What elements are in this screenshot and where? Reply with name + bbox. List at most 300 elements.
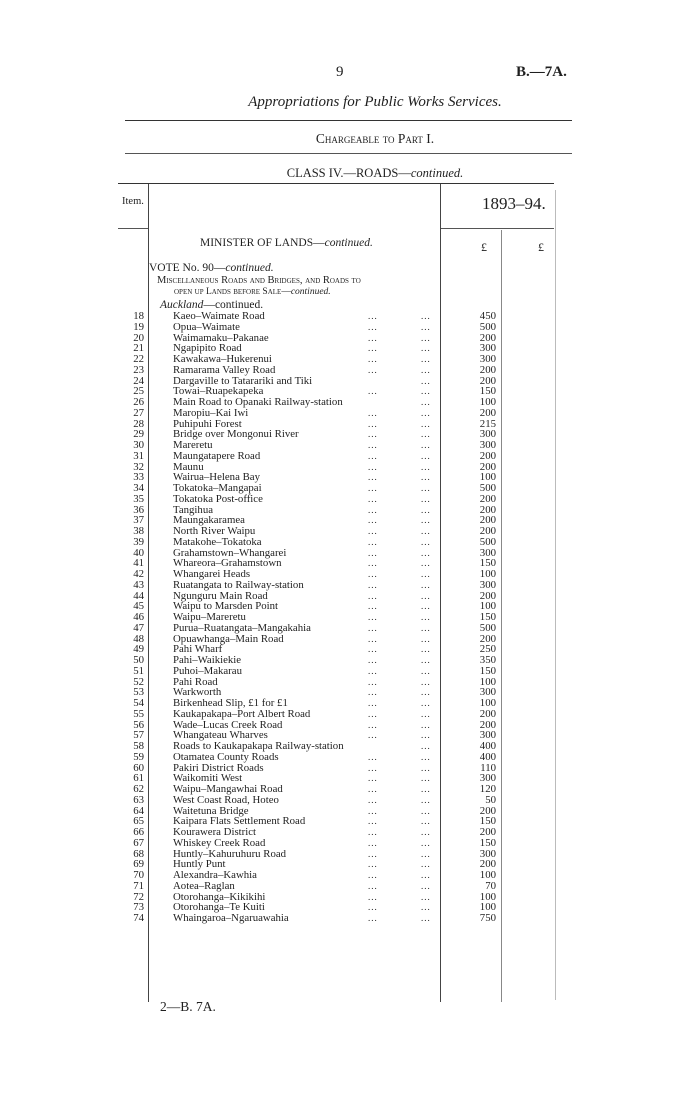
item-name: Waikomiti West <box>173 772 243 785</box>
item-amount: 150 <box>479 664 496 677</box>
item-name: Kaipara Flats Settlement Road <box>173 815 306 828</box>
item-amount: 200 <box>479 707 496 720</box>
item-number: 32 <box>133 460 144 473</box>
item-name: Waitetuna Bridge <box>173 804 249 817</box>
leader-dots: ... <box>368 762 378 773</box>
table-row <box>0 806 700 817</box>
item-name: Ramarama Valley Road <box>173 363 276 376</box>
table-row <box>0 730 700 741</box>
item-amount: 500 <box>479 621 496 634</box>
table-row <box>0 763 700 774</box>
leader-dots: ... <box>421 612 431 622</box>
item-name: Towai–Ruapekapeka <box>173 385 264 398</box>
leader-dots: ... <box>421 429 431 440</box>
document-reference: B.—7A. <box>516 64 567 80</box>
table-row <box>0 472 700 483</box>
item-name: West Coast Road, Hoteo <box>173 793 279 806</box>
item-name: Maunu <box>173 460 204 473</box>
item-name: Huntly–Kahuruhuru Road <box>173 847 287 860</box>
leader-dots: ... <box>368 418 378 429</box>
leader-dots: ... <box>421 504 431 515</box>
leader-dots: ... <box>421 418 431 429</box>
minister-heading: MINISTER OF LANDS—continued. <box>200 237 373 249</box>
item-amount: 300 <box>479 578 496 591</box>
item-number: 26 <box>133 396 144 408</box>
item-number: 39 <box>133 535 144 548</box>
item-number: 28 <box>133 417 144 430</box>
page-number: 9 <box>336 64 344 80</box>
item-number: 41 <box>133 557 144 570</box>
leader-dots: ... <box>368 579 378 590</box>
item-number: 35 <box>133 492 144 505</box>
leader-dots: ... <box>421 902 431 913</box>
item-number: 67 <box>133 836 144 849</box>
leader-dots: ... <box>421 332 431 343</box>
item-number: 19 <box>133 320 144 333</box>
item-name: Tangihua <box>173 503 214 516</box>
leader-dots: ... <box>421 321 431 332</box>
item-number: 61 <box>133 772 144 785</box>
leader-dots: ... <box>421 547 431 558</box>
leader-dots: ... <box>368 601 378 612</box>
item-amount: 100 <box>479 600 496 613</box>
item-column-header: Item. <box>122 196 144 207</box>
table-row <box>0 741 700 752</box>
item-name: Mareretu <box>173 439 213 451</box>
leader-dots: ... <box>368 612 378 622</box>
item-name: Aotea–Raglan <box>173 879 235 892</box>
item-number: 47 <box>133 621 144 634</box>
item-amount: 200 <box>479 525 496 537</box>
item-amount: 100 <box>479 697 496 709</box>
item-number: 27 <box>133 406 144 419</box>
item-amount: 100 <box>479 890 496 903</box>
item-amount: 200 <box>479 514 496 527</box>
leader-dots: ... <box>421 558 431 569</box>
item-name: Wairua–Helena Bay <box>173 471 260 484</box>
item-name: Whareora–Grahamstown <box>173 557 282 570</box>
leader-dots: ... <box>368 633 378 644</box>
leader-dots: ... <box>421 773 431 784</box>
item-name: Waipu–Mareretu <box>173 611 246 623</box>
table-row <box>0 838 700 849</box>
table-row <box>0 515 700 526</box>
leader-dots: ... <box>368 902 378 913</box>
table-row <box>0 494 700 505</box>
leader-dots: ... <box>421 440 431 450</box>
leader-dots: ... <box>368 837 378 848</box>
item-name: Maungakaramea <box>173 514 245 527</box>
leader-dots: ... <box>421 741 431 751</box>
table-row <box>0 644 700 655</box>
leader-dots: ... <box>421 837 431 848</box>
leader-dots: ... <box>368 665 378 676</box>
leader-dots: ... <box>368 558 378 569</box>
leader-dots: ... <box>421 526 431 536</box>
leader-dots: ... <box>421 450 431 461</box>
leader-dots: ... <box>421 386 431 397</box>
leader-dots: ... <box>368 870 378 880</box>
item-name: Maropiu–Kai Iwi <box>173 406 249 419</box>
item-number: 20 <box>133 331 144 344</box>
item-amount: 200 <box>479 460 496 473</box>
item-amount: 350 <box>479 654 496 666</box>
item-number: 22 <box>133 353 144 365</box>
item-name: Alexandra–Kawhia <box>173 869 257 881</box>
item-amount: 100 <box>479 568 496 580</box>
table-row <box>0 451 700 462</box>
item-number: 29 <box>133 428 144 441</box>
item-number: 68 <box>133 847 144 860</box>
table-row <box>0 655 700 666</box>
table-top-rule-left <box>118 183 440 184</box>
item-number: 60 <box>133 761 144 774</box>
table-row <box>0 580 700 591</box>
leader-dots: ... <box>421 730 431 741</box>
leader-dots: ... <box>421 354 431 364</box>
leader-dots: ... <box>368 526 378 536</box>
item-amount: 110 <box>480 761 496 774</box>
leader-dots: ... <box>368 493 378 504</box>
leader-dots: ... <box>368 440 378 450</box>
item-number: 69 <box>133 858 144 871</box>
item-amount: 215 <box>479 417 496 430</box>
table-row <box>0 612 700 623</box>
item-name: Ngapipito Road <box>173 342 242 355</box>
item-name: Pahi–Waikiekie <box>173 654 242 666</box>
table-row <box>0 386 700 397</box>
title-rule <box>125 120 572 121</box>
item-amount: 150 <box>479 815 496 828</box>
leader-dots: ... <box>421 762 431 773</box>
item-name: Warkworth <box>173 686 222 699</box>
leader-dots: ... <box>368 472 378 483</box>
item-amount: 300 <box>479 342 496 355</box>
leader-dots: ... <box>421 375 431 386</box>
item-number: 42 <box>133 568 144 580</box>
item-name: Opuawhanga–Main Road <box>173 632 284 645</box>
item-amount: 500 <box>479 320 496 333</box>
table-row <box>0 408 700 419</box>
leader-dots: ... <box>421 364 431 375</box>
item-amount: 450 <box>479 310 496 322</box>
item-name: Maungatapere Road <box>173 449 261 462</box>
table-row <box>0 343 700 354</box>
item-name: Roads to Kaukapakapa Railway-station <box>173 740 344 752</box>
item-name: Otorohanga–Te Kuiti <box>173 901 265 914</box>
table-row <box>0 505 700 516</box>
item-number: 72 <box>133 890 144 903</box>
item-name: Kawakawa–Hukerenui <box>173 353 272 365</box>
item-number: 46 <box>133 611 144 623</box>
table-row <box>0 849 700 860</box>
year-column-header: 1893–94. <box>482 194 546 213</box>
leader-dots: ... <box>368 547 378 558</box>
leader-dots: ... <box>421 784 431 794</box>
item-name: North River Waipu <box>173 525 256 537</box>
item-amount: 200 <box>479 503 496 516</box>
item-number: 71 <box>133 879 144 892</box>
item-amount: 500 <box>479 482 496 494</box>
item-number: 49 <box>133 643 144 656</box>
item-number: 73 <box>133 901 144 914</box>
leader-dots: ... <box>421 536 431 547</box>
item-amount: 100 <box>479 396 496 408</box>
leader-dots: ... <box>368 321 378 332</box>
table-row <box>0 483 700 494</box>
table-row <box>0 397 700 408</box>
misc-roads-heading-line-2: open up Lands before Sale—continued. <box>174 287 331 297</box>
leader-dots: ... <box>421 719 431 730</box>
vote-heading: VOTE No. 90—continued. <box>149 262 274 274</box>
pound-symbol-column-1: £ <box>481 240 487 254</box>
item-number: 33 <box>133 471 144 484</box>
item-amount: 150 <box>479 611 496 623</box>
item-amount: 120 <box>479 783 496 795</box>
chargeable-rule <box>125 153 572 154</box>
leader-dots: ... <box>421 493 431 504</box>
item-name: Matakohe–Tokatoka <box>173 535 262 548</box>
leader-dots: ... <box>421 880 431 891</box>
item-number: 63 <box>133 793 144 806</box>
item-name: Whangateau Wharves <box>173 729 268 742</box>
item-amount: 200 <box>479 826 496 838</box>
item-name: Puhoi–Makarau <box>173 664 242 677</box>
table-row <box>0 795 700 806</box>
leader-dots: ... <box>421 644 431 655</box>
leader-dots: ... <box>421 676 431 687</box>
item-amount: 300 <box>479 772 496 785</box>
item-number: 56 <box>133 718 144 731</box>
table-row <box>0 591 700 602</box>
item-name: Whiskey Creek Road <box>173 836 266 849</box>
leader-dots: ... <box>368 386 378 397</box>
chargeable-heading: Chargeable to Part I. <box>315 131 435 146</box>
leader-dots: ... <box>368 880 378 891</box>
leader-dots: ... <box>421 397 431 407</box>
item-amount: 200 <box>479 718 496 731</box>
table-row <box>0 558 700 569</box>
item-number: 62 <box>133 783 144 795</box>
item-number: 50 <box>133 654 144 666</box>
leader-dots: ... <box>368 429 378 440</box>
table-row <box>0 634 700 645</box>
item-amount: 300 <box>479 546 496 559</box>
footer-reference: 2—B. 7A. <box>160 999 216 1014</box>
page-title: Appropriations for Public Works Services. <box>248 94 502 110</box>
item-name: Whangarei Heads <box>173 568 251 580</box>
item-name: Main Road to Opanaki Railway-station <box>173 396 343 408</box>
item-number: 34 <box>133 482 144 494</box>
item-number: 21 <box>133 342 144 355</box>
item-name: Whaingaroa–Ngaruawahia <box>173 912 289 924</box>
leader-dots: ... <box>421 472 431 483</box>
item-name: Pahi Road <box>173 675 218 688</box>
item-amount: 300 <box>479 353 496 365</box>
item-amount: 300 <box>479 847 496 860</box>
item-amount: 200 <box>479 589 496 602</box>
class-heading: CLASS IV.—ROADS—continued. <box>286 166 464 180</box>
table-row <box>0 827 700 838</box>
item-amount: 100 <box>479 675 496 688</box>
leader-dots: ... <box>368 407 378 418</box>
table-row <box>0 354 700 365</box>
item-name: Puhipuhi Forest <box>173 417 242 430</box>
item-number: 43 <box>133 578 144 591</box>
item-name: Kaukapakapa–Port Albert Road <box>173 707 311 720</box>
table-row <box>0 859 700 870</box>
leader-dots: ... <box>368 622 378 633</box>
item-amount: 200 <box>479 632 496 645</box>
item-name: Otorohanga–Kikikihi <box>173 890 266 903</box>
item-name: Kourawera District <box>173 826 257 838</box>
item-number: 18 <box>133 310 144 322</box>
table-row <box>0 709 700 720</box>
leader-dots: ... <box>368 515 378 526</box>
item-amount: 150 <box>479 557 496 570</box>
item-name: Waimamaku–Pakanae <box>173 331 269 344</box>
leader-dots: ... <box>368 805 378 816</box>
item-amount: 300 <box>479 729 496 742</box>
table-top-rule-right <box>440 183 554 184</box>
item-amount: 300 <box>479 439 496 451</box>
item-amount: 200 <box>479 374 496 387</box>
table-row <box>0 322 700 333</box>
leader-dots: ... <box>368 827 378 837</box>
item-number: 65 <box>133 815 144 828</box>
item-amount: 300 <box>479 686 496 699</box>
item-name: Tokatoka–Mangapai <box>173 482 262 494</box>
item-amount: 200 <box>479 492 496 505</box>
leader-dots: ... <box>421 601 431 612</box>
leader-dots: ... <box>368 708 378 719</box>
item-number: 64 <box>133 804 144 817</box>
leader-dots: ... <box>421 483 431 493</box>
item-number: 44 <box>133 589 144 602</box>
item-number: 45 <box>133 600 144 613</box>
leader-dots: ... <box>368 364 378 375</box>
item-name: Waipu–Mangawhai Road <box>173 783 283 795</box>
item-name: Ruatangata to Railway-station <box>173 578 304 591</box>
item-number: 59 <box>133 750 144 763</box>
item-amount: 400 <box>479 750 496 763</box>
leader-dots: ... <box>368 450 378 461</box>
leader-dots: ... <box>368 719 378 730</box>
leader-dots: ... <box>368 751 378 762</box>
leader-dots: ... <box>368 461 378 472</box>
item-amount: 500 <box>479 535 496 548</box>
leader-dots: ... <box>421 665 431 676</box>
leader-dots: ... <box>421 461 431 472</box>
item-number: 52 <box>133 675 144 688</box>
item-number: 66 <box>133 826 144 838</box>
item-number: 23 <box>133 363 144 376</box>
leader-dots: ... <box>368 859 378 870</box>
leader-dots: ... <box>368 354 378 364</box>
item-name: Huntly Punt <box>173 858 226 871</box>
item-header-rule <box>118 228 148 229</box>
item-name: Pahi Wharf <box>173 643 223 656</box>
item-name: Otamatea County Roads <box>173 750 279 763</box>
table-row <box>0 419 700 430</box>
item-number: 30 <box>133 439 144 451</box>
leader-dots: ... <box>421 859 431 870</box>
table-row <box>0 440 700 451</box>
pound-symbol-column-2: £ <box>538 240 544 254</box>
table-row <box>0 333 700 344</box>
item-number: 55 <box>133 707 144 720</box>
leader-dots: ... <box>421 569 431 579</box>
leader-dots: ... <box>421 708 431 719</box>
leader-dots: ... <box>368 848 378 859</box>
item-amount: 400 <box>479 740 496 752</box>
leader-dots: ... <box>368 536 378 547</box>
item-name: Birkenhead Slip, £1 for £1 <box>173 697 288 709</box>
item-number: 74 <box>133 912 144 924</box>
item-number: 48 <box>133 632 144 645</box>
item-amount: 100 <box>479 471 496 484</box>
leader-dots: ... <box>421 848 431 859</box>
leader-dots: ... <box>368 687 378 698</box>
item-number: 58 <box>133 740 144 752</box>
leader-dots: ... <box>368 644 378 655</box>
item-amount: 200 <box>479 858 496 871</box>
item-amount: 100 <box>479 901 496 914</box>
leader-dots: ... <box>368 343 378 354</box>
item-number: 25 <box>133 385 144 398</box>
leader-dots: ... <box>421 515 431 526</box>
table-row <box>0 687 700 698</box>
leader-dots: ... <box>421 579 431 590</box>
table-row <box>0 569 700 580</box>
table-row <box>0 784 700 795</box>
item-name: Kaeo–Waimate Road <box>173 310 265 322</box>
leader-dots: ... <box>368 891 378 902</box>
leader-dots: ... <box>368 913 378 923</box>
item-number: 54 <box>133 697 144 709</box>
leader-dots: ... <box>421 794 431 805</box>
leader-dots: ... <box>421 827 431 837</box>
item-number: 40 <box>133 546 144 559</box>
leader-dots: ... <box>421 590 431 601</box>
leader-dots: ... <box>368 698 378 708</box>
leader-dots: ... <box>421 891 431 902</box>
item-amount: 50 <box>485 793 496 806</box>
leader-dots: ... <box>421 655 431 665</box>
item-amount: 150 <box>479 836 496 849</box>
item-number: 31 <box>133 449 144 462</box>
table-row <box>0 773 700 784</box>
item-name: Waipu to Marsden Point <box>173 600 278 613</box>
leader-dots: ... <box>368 794 378 805</box>
table-row <box>0 892 700 903</box>
item-name: Pakiri District Roads <box>173 761 264 774</box>
item-number: 53 <box>133 686 144 699</box>
item-number: 24 <box>133 374 144 387</box>
item-amount: 300 <box>479 428 496 441</box>
table-row <box>0 548 700 559</box>
leader-dots: ... <box>368 676 378 687</box>
leader-dots: ... <box>421 805 431 816</box>
table-row <box>0 902 700 913</box>
table-row <box>0 537 700 548</box>
item-amount: 70 <box>485 879 496 892</box>
table-row <box>0 462 700 473</box>
year-header-rule <box>440 228 554 229</box>
item-name: Grahamstown–Whangarei <box>173 546 287 559</box>
item-amount: 200 <box>479 406 496 419</box>
table-row <box>0 677 700 688</box>
